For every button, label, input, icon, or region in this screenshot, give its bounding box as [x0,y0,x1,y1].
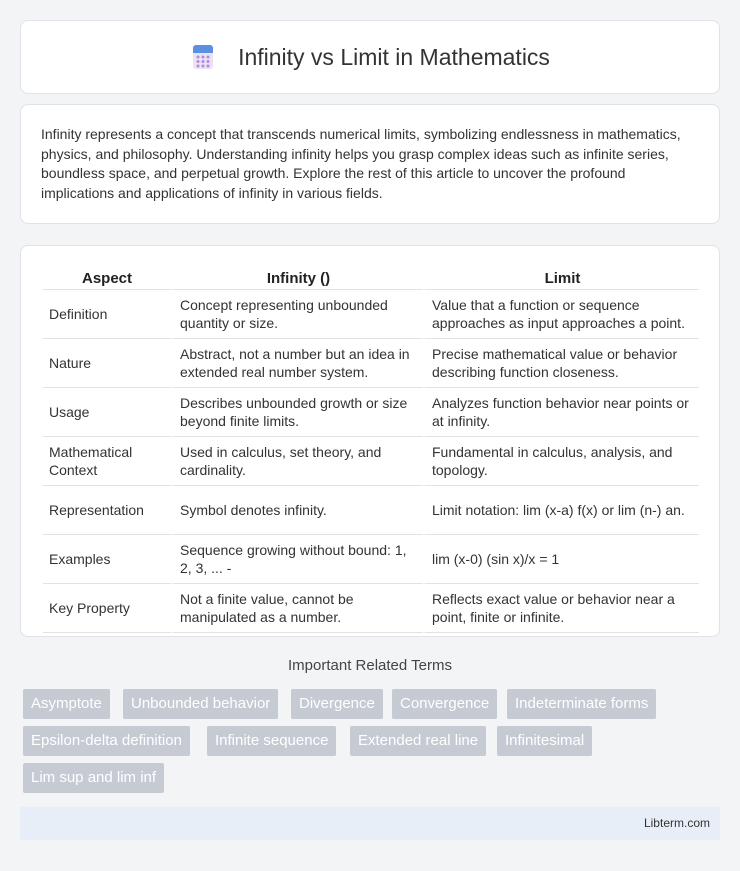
header-infinity: Infinity () [171,264,423,290]
related-tag[interactable]: Asymptote [23,689,110,719]
page-title: Infinity vs Limit in Mathematics [238,43,550,70]
row-infinity: Symbol denotes infinity. [171,486,423,535]
related-tag[interactable]: Divergence [291,689,383,719]
row-limit: Limit notation: lim (x-a) f(x) or lim (n-) an. [423,486,699,535]
header-limit: Limit [423,264,699,290]
intro-card [20,104,720,224]
row-limit: Fundamental in calculus, analysis, and topology. [423,437,699,486]
related-tag[interactable]: Infinitesimal [497,726,592,756]
header-aspect: Aspect [43,264,171,290]
row-limit: Reflects exact value or behavior near a point, finite or infinite. [423,584,699,633]
row-limit: Precise mathematical value or behavior describing function closeness. [423,339,699,388]
related-tag[interactable]: Extended real line [350,726,486,756]
row-infinity: Concept representing unbounded quantity or size. [171,290,423,339]
table-row [43,437,699,486]
row-aspect: Examples [43,535,171,584]
row-limit: Analyzes function behavior near points or at infinity. [423,388,699,437]
intro-text: Infinity represents a concept that transcends numerical limits, symbolizing endlessness in mathematics, physics, and philosophy. Understanding infinity helps you grasp complex ideas such as infinite series, boundless space, and perpetual growth. Explore the rest of this article to uncover the profound implications and applications of infinity in various fields. [41,126,681,201]
related-tag[interactable]: Lim sup and lim inf [23,763,164,793]
table-row [43,486,699,535]
row-infinity: Describes unbounded growth or size beyond finite limits. [171,388,423,437]
row-infinity: Used in calculus, set theory, and cardinality. [171,437,423,486]
row-aspect: Mathematical Context [43,437,171,486]
related-tag[interactable]: Infinite sequence [207,726,336,756]
header-card [20,20,720,94]
comparison-table-card [20,245,720,637]
related-tag[interactable]: Epsilon-delta definition [23,726,190,756]
row-aspect: Usage [43,388,171,437]
row-aspect: Representation [43,486,171,535]
row-infinity: Sequence growing without bound: 1, 2, 3, ... - [171,535,423,584]
related-tag[interactable]: Convergence [392,689,497,719]
related-tag[interactable]: Indeterminate forms [507,689,656,719]
row-aspect: Key Property [43,584,171,633]
table-row [43,339,699,388]
row-infinity: Abstract, not a number but an idea in extended real number system. [171,339,423,388]
related-terms-title: Important Related Terms [288,657,452,674]
related-tag[interactable]: Unbounded behavior [123,689,278,719]
calculator-icon [190,44,216,70]
table-header-row [43,264,699,290]
row-aspect: Nature [43,339,171,388]
comparison-table [43,264,699,633]
row-aspect: Definition [43,290,171,339]
row-infinity: Not a finite value, cannot be manipulated as a number. [171,584,423,633]
table-row [43,290,699,339]
table-row [43,535,699,584]
footer [20,807,720,840]
table-row [43,584,699,633]
row-limit: Value that a function or sequence approaches as input approaches a point. [423,290,699,339]
footer-site-link[interactable]: Libterm.com [643,816,710,830]
table-row [43,388,699,437]
row-limit: lim (x-0) (sin x)/x = 1 [423,535,699,584]
